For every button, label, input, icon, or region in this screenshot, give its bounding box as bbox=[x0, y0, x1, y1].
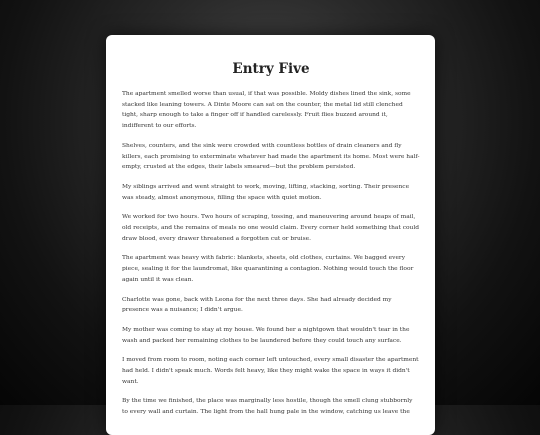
journal-entry-card bbox=[106, 35, 435, 435]
entry-paragraph: We worked for two hours. Two hours of scraping, tossing, and maneuvering around heaps of mail, old receipts, and the remains of meals no one would claim. Every corner held something that could draw blood, every drawer threatened a forgotten cut or bruise. bbox=[122, 214, 419, 242]
entry-paragraph: The apartment smelled worse than usual, if that was possible. Moldy dishes lined the sink, some stacked like leaning towers. A Dinte Moore can sat on the counter, the metal lid still clenched tight, sharp enough to take a finger off if handled carelessly. Fruit flies buzzed around it, indifferent to our efforts. bbox=[122, 91, 411, 130]
entry-title: Entry Five bbox=[232, 61, 310, 77]
entry-paragraph: Shelves, counters, and the sink were crowded with countless bottles of drain cleaners and fly killers, each promising to exterminate whatever had made the apartment its home. Most were half-empty, crusted at the edges, their labels smeared—but the problem persisted. bbox=[122, 142, 420, 171]
entry-paragraph: The apartment was heavy with fabric: blankets, sheets, old clothes, curtains. We bagged every piece, sealing it for the laundromat, like quarantining a contagion. Nothing would touch the floor again until it was clean. bbox=[122, 255, 414, 283]
entry-paragraph: My mother was coming to stay at my house. We found her a nightgown that wouldn't tear in the wash and packed her remaining clothes to be laundered before they could touch any surface. bbox=[122, 326, 410, 344]
entry-paragraph: My siblings arrived and went straight to work, moving, lifting, stacking, sorting. Their presence was steady, almost anonymous, filling the space with quiet motion. bbox=[122, 183, 410, 201]
entry-paragraph: I moved from room to room, noting each corner left untouched, every small disaster the apartment had held. I didn't speak much. Words felt heavy, like they might wake the space in ways it didn't want. bbox=[122, 357, 419, 385]
entry-paragraph: By the time we finished, the place was marginally less hostile, though the smell clung stubbornly to every wall and curtain. The light from the hall hung pale in the window, catching us leave the bbox=[122, 398, 413, 416]
entry-paragraph: Charlotte was gone, back with Leona for the next three days. She had already decided my presence was a nuisance; I didn't argue. bbox=[122, 296, 392, 314]
